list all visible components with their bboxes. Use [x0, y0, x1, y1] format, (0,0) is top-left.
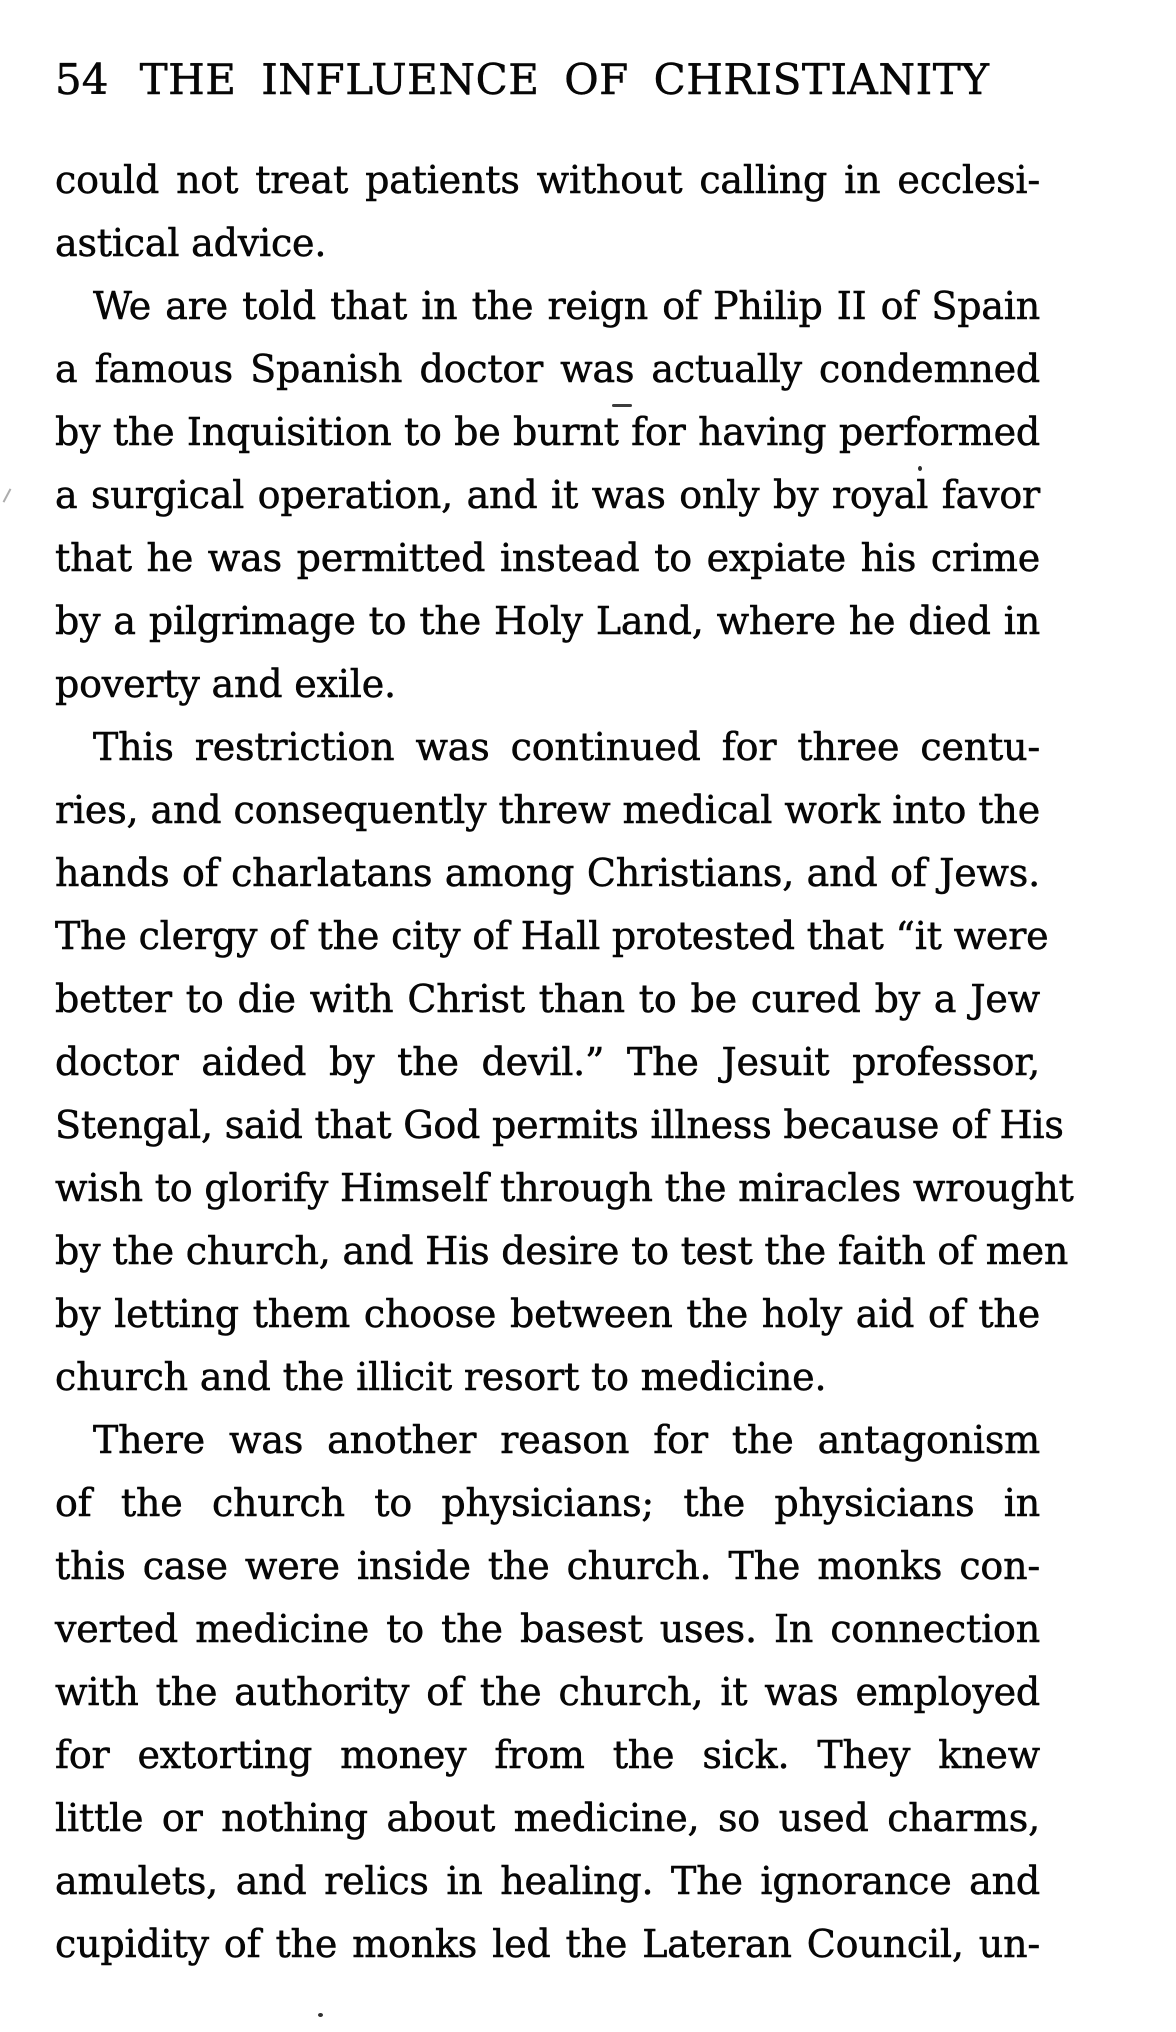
- text-line: We are told that in the reign of Philip II of Spain: [93, 284, 1040, 328]
- text-line: little or nothing about medicine, so used charms,: [55, 1796, 1040, 1840]
- text-line: verted medicine to the basest uses. In connection: [55, 1607, 1040, 1651]
- text-line: wish to glorify Himself through the miracles wrought: [55, 1166, 1074, 1210]
- page-header: [55, 56, 1040, 104]
- text-line: cupidity of the monks led the Lateran Council, un-: [55, 1922, 1040, 1966]
- text-line: amulets, and relics in healing. The ignorance and: [55, 1859, 1040, 1903]
- text-line: This restriction was continued for three centu-: [93, 725, 1040, 769]
- text-line: with the authority of the church, it was employed: [55, 1670, 1040, 1714]
- running-title: THE INFLUENCE OF CHRISTIANITY: [139, 55, 990, 104]
- scan-artifact-dot: [918, 466, 922, 471]
- scan-artifact-dash: [612, 404, 632, 407]
- text-line: of the church to physicians; the physicians in: [55, 1481, 1040, 1525]
- scan-artifact-dot: [318, 2013, 323, 2017]
- scan-artifact-tick: [3, 488, 12, 502]
- text-line: a famous Spanish doctor was actually condemned: [55, 347, 1040, 391]
- text-line: The clergy of the city of Hall protested that “it were: [55, 914, 1049, 958]
- text-line: better to die with Christ than to be cured by a Jew: [55, 977, 1040, 1021]
- body-text: [55, 149, 1074, 1976]
- text-line: by letting them choose between the holy aid of the: [55, 1292, 1040, 1336]
- text-line: that he was permitted instead to expiate his crime: [55, 536, 1040, 580]
- text-line: could not treat patients without calling in ecclesi-: [55, 158, 1040, 202]
- text-line: Stengal, said that God permits illness because of His: [55, 1103, 1064, 1147]
- text-line: church and the illicit resort to medicine.: [55, 1355, 827, 1399]
- text-line: by the Inquisition to be burnt for having performed: [55, 410, 1040, 454]
- text-line: a surgical operation, and it was only by royal favor: [55, 473, 1040, 517]
- text-line: for extorting money from the sick. They knew: [55, 1733, 1040, 1777]
- text-line: There was another reason for the antagonism: [93, 1418, 1040, 1462]
- text-line: this case were inside the church. The monks con-: [55, 1544, 1040, 1588]
- text-line: ries, and consequently threw medical work into the: [55, 788, 1040, 832]
- text-line: hands of charlatans among Christians, and of Jews.: [55, 851, 1040, 895]
- text-line: doctor aided by the devil.” The Jesuit professor,: [55, 1040, 1040, 1084]
- text-line: by the church, and His desire to test the faith of men: [55, 1229, 1069, 1273]
- page-number: 54: [55, 55, 109, 104]
- text-line: by a pilgrimage to the Holy Land, where he died in: [55, 599, 1040, 643]
- text-line: poverty and exile.: [55, 662, 396, 706]
- text-line: astical advice.: [55, 221, 327, 265]
